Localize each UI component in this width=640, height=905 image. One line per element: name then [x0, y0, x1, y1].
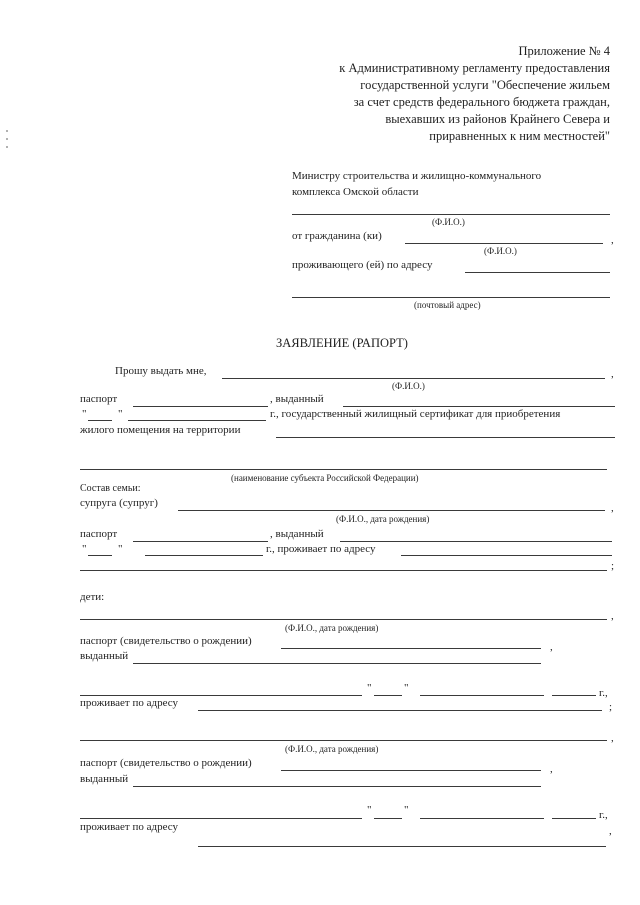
year-suffix: г.,: [599, 809, 608, 821]
applicant-fio-caption: (Ф.И.О.): [392, 381, 425, 391]
header-line: выехавших из районов Крайнего Севера и: [385, 112, 610, 126]
header-line: за счет средств федерального бюджета граждан,: [353, 95, 610, 109]
comma: ,: [550, 763, 553, 775]
child-issued-by-continued-line[interactable]: [80, 818, 362, 819]
child-issued-by-field-line[interactable]: [133, 663, 541, 664]
territory-text: жилого помещения на территории: [80, 424, 241, 436]
passport-number-field-line[interactable]: [133, 406, 268, 407]
from-citizen-field-line[interactable]: [405, 243, 603, 244]
issue-day-field-line[interactable]: [88, 420, 112, 421]
child-issue-month-field-line[interactable]: [420, 695, 544, 696]
child-fio-caption: (Ф.И.О., дата рождения): [285, 744, 379, 754]
quote-close: ": [404, 804, 409, 816]
child-issue-month-field-line[interactable]: [420, 818, 544, 819]
spouse-issued-by-field-line[interactable]: [340, 541, 612, 542]
header-line: приравненных к ним местностей": [429, 129, 610, 143]
header-line: Приложение № 4: [518, 44, 610, 58]
from-fio-caption: (Ф.И.О.): [484, 246, 517, 256]
document-title: ЗАЯВЛЕНИЕ (РАПОРТ): [276, 336, 408, 350]
child-issued-by-field-line[interactable]: [133, 786, 541, 787]
subject-field-line[interactable]: [80, 469, 607, 470]
addressee-line: комплекса Омской области: [292, 186, 419, 198]
postal-address-caption: (почтовый адрес): [414, 300, 481, 310]
comma: ,: [550, 641, 553, 653]
family-heading: Состав семьи:: [80, 483, 141, 494]
certificate-text: г., государственный жилищный сертификат для приобретения: [270, 408, 561, 420]
child-issued-label: выданный: [80, 773, 129, 785]
spouse-address-field-line[interactable]: [401, 555, 612, 556]
residing-address-field-line[interactable]: [465, 272, 610, 273]
comma: ,: [611, 368, 614, 380]
child-resides-label: проживает по адресу: [80, 697, 178, 709]
children-heading: дети:: [80, 591, 105, 603]
quote-close: ": [404, 682, 409, 694]
postal-address-field-line[interactable]: [292, 297, 610, 298]
quote-open: ": [367, 804, 372, 816]
spouse-fio-field-line[interactable]: [178, 510, 605, 511]
child-issued-by-continued-line[interactable]: [80, 695, 362, 696]
spouse-issue-month-field-line[interactable]: [145, 555, 263, 556]
territory-field-line[interactable]: [276, 437, 615, 438]
header-line: к Административному регламенту предоставления: [339, 61, 610, 75]
comma: ,: [611, 732, 614, 744]
semicolon: ;: [609, 701, 613, 713]
year-suffix: г.,: [599, 687, 608, 699]
child-passport-label: паспорт (свидетельство о рождении): [80, 635, 252, 647]
child-address-field-line[interactable]: [198, 710, 602, 711]
addressee-line: Министру строительства и жилищно-коммунального: [292, 170, 542, 182]
child-fio-field-line[interactable]: [80, 619, 607, 620]
issued-by-field-line[interactable]: [343, 406, 615, 407]
child-passport-label: паспорт (свидетельство о рождении): [80, 757, 252, 769]
issue-month-field-line[interactable]: [128, 420, 266, 421]
scan-speck: [6, 138, 8, 140]
spouse-resides-text: г., проживает по адресу: [266, 543, 376, 555]
spouse-passport-label: паспорт: [80, 528, 118, 540]
child-issued-label: выданный: [80, 650, 129, 662]
quote-open: ": [82, 408, 87, 420]
spouse-issued-label: , выданный: [270, 528, 324, 540]
request-intro: Прошу выдать мне,: [115, 365, 207, 377]
child-fio-field-line[interactable]: [80, 740, 607, 741]
from-citizen-label: от гражданина (ки): [292, 230, 382, 242]
spouse-address-continued-line[interactable]: [80, 570, 607, 571]
child-passport-field-line[interactable]: [281, 770, 541, 771]
child-passport-field-line[interactable]: [281, 648, 541, 649]
spouse-passport-field-line[interactable]: [133, 541, 268, 542]
comma: ,: [609, 825, 612, 837]
comma: ,: [611, 502, 614, 514]
comma: ,: [611, 610, 614, 622]
quote-close: ": [118, 408, 123, 420]
child-issue-day-field-line[interactable]: [374, 695, 402, 696]
fio-field-line[interactable]: [292, 214, 610, 215]
residing-label: проживающего (ей) по адресу: [292, 259, 433, 271]
child-issue-day-field-line[interactable]: [374, 818, 402, 819]
child-address-field-line[interactable]: [198, 846, 606, 847]
scan-speck: [6, 146, 8, 148]
quote-open: ": [82, 543, 87, 555]
scan-speck: [6, 130, 8, 132]
comma: ,: [611, 234, 614, 246]
child-issue-year-field-line[interactable]: [552, 818, 596, 819]
semicolon: ;: [611, 560, 615, 572]
quote-close: ": [118, 543, 123, 555]
child-resides-label: проживает по адресу: [80, 821, 178, 833]
spouse-issue-day-field-line[interactable]: [88, 555, 112, 556]
applicant-fio-field-line[interactable]: [222, 378, 605, 379]
subject-caption: (наименование субъекта Российской Федерации): [231, 473, 419, 483]
fio-caption: (Ф.И.О.): [432, 217, 465, 227]
spouse-label: супруга (супруг): [80, 497, 158, 509]
header-line: государственной услуги "Обеспечение жильем: [360, 78, 610, 92]
child-fio-caption: (Ф.И.О., дата рождения): [285, 623, 379, 633]
passport-label: паспорт: [80, 393, 118, 405]
spouse-caption: (Ф.И.О., дата рождения): [336, 514, 430, 524]
quote-open: ": [367, 682, 372, 694]
issued-label: , выданный: [270, 393, 324, 405]
child-issue-year-field-line[interactable]: [552, 695, 596, 696]
